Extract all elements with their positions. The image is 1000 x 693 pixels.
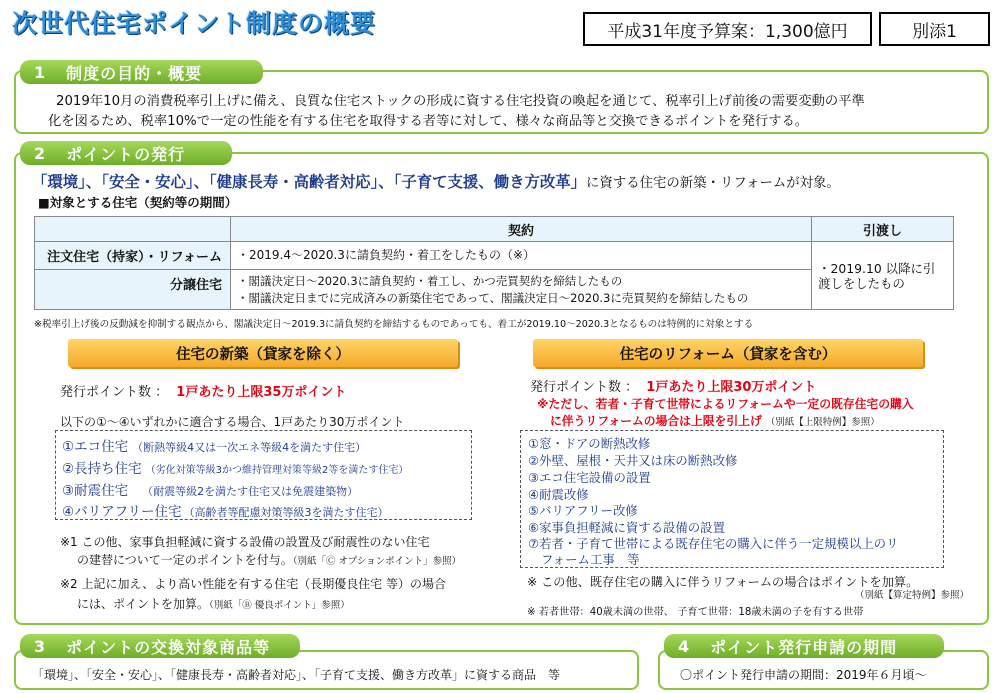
section-number: 2 — [34, 143, 47, 163]
table-corner — [35, 217, 231, 242]
section-application-header — [664, 634, 944, 658]
page-title: 次世代住宅ポイント制度の概要 — [12, 9, 377, 38]
table-header-contract: 契約 — [230, 217, 811, 242]
handover-cell — [812, 242, 954, 310]
criteria-desc: （高齢者等配慮対策等級3を満たす住宅） — [183, 506, 389, 519]
purpose-line-2: 化を図るため、税率10%で一定の性能を有する住宅を取得する者等に対して、様々な商品等と交換できるポイントを発行する。 — [48, 114, 809, 129]
contract-period-heading: ■対象とする住宅（契約等の期間） — [38, 195, 238, 210]
criteria-name: ②長持ち住宅 — [62, 461, 142, 477]
reform-item: フォーム工事 等 — [541, 552, 640, 567]
contract-table — [34, 216, 954, 310]
criteria-desc: （断熱等級4又は一次エネ等級4を満たす住宅） — [132, 441, 367, 454]
handover-line-1: ・2019.10 以降に引 — [818, 260, 936, 276]
purpose-text — [30, 92, 950, 132]
newbuild-note-1: ※1 この他、家事負担軽減に資する設備の設置及び耐震性のない住宅 — [60, 535, 430, 549]
section-title: ポイントの交換対象商品等 — [66, 637, 271, 657]
criteria-item — [62, 457, 408, 477]
purpose-line-1: 2019年10月の消費税率引上げに備え、良質な住宅ストックの形成に資する住宅投資の喚起を通じて、税率引上げ前後の需要変動の平準 — [56, 94, 865, 109]
section-purpose-header — [20, 60, 263, 84]
reform-note: ※ この他、既存住宅の購入に伴うリフォームの場合はポイントを加算。 — [527, 575, 919, 589]
criteria-desc: （耐震等級2を満たす住宅又は免震建築物） — [142, 485, 359, 498]
table-footnote: ※税率引上げ後の反動減を抑制する観点から、閣議決定日～2019.3に請負契約を締結するものであっても、着工が2019.10～2020.3となるものは特例的に対象とする — [34, 319, 754, 330]
reform-item: ⑦若者・子育て世帯による既存住宅の購入に伴う一定規模以上のリ — [528, 536, 899, 551]
newbuild-note-1-cont — [77, 551, 461, 568]
note-ref: （別紙「Ⓒ オプションポイント」参照） — [292, 556, 462, 567]
newbuild-points — [60, 381, 346, 400]
exchange-text: 「環境」、「安全・安心」、「健康長寿・高齢者対応」、「子育て支援、働き方改革」に資する商品 等 — [32, 668, 561, 682]
special-text: に伴うリフォームの場合は上限を引上げ — [550, 414, 762, 428]
section-number: 4 — [678, 636, 691, 656]
reform-item: ④耐震改修 — [528, 487, 589, 502]
newbuild-note-2-cont — [77, 595, 350, 612]
section-title: ポイントの発行 — [66, 144, 186, 164]
section-number: 1 — [34, 62, 47, 82]
points-lead — [32, 170, 840, 192]
note-ref: （別紙「Ⓑ 優良ポイント」参照） — [209, 600, 350, 611]
annex-label: 別添1 — [879, 12, 990, 46]
row-contract — [230, 270, 811, 310]
reform-note-ref: （別紙【算定特例】参照） — [855, 590, 970, 601]
points-value: 1戸あたり上限30万ポイント — [646, 380, 817, 395]
row-label: 分譲住宅 — [35, 270, 231, 310]
lead-highlight: 「環境」、「安全・安心」、「健康長寿・高齢者対応」、「子育て支援、働き方改革」 — [32, 173, 587, 191]
points-label: 発行ポイント数 ： — [60, 385, 169, 400]
criteria-name: ④バリアフリー住宅 — [62, 504, 182, 520]
newbuild-title: 住宅の新築（貸家を除く） — [68, 339, 458, 367]
handover-line-2: 渡しをしたもの — [818, 275, 905, 291]
reform-points — [530, 376, 816, 395]
contract-line: ・閣議決定日までに完成済みの新築住宅であって、閣議決定日～2020.3に売買契約を締結したもの — [236, 290, 749, 305]
criteria-item — [62, 435, 366, 455]
criteria-name: ①エコ住宅 — [62, 439, 129, 455]
section-exchange-header — [20, 634, 300, 658]
reform-special-1: ※ただし、若者・子育て世帯によるリフォームや一定の既存住宅の購入 — [537, 397, 914, 411]
section-title: 制度の目的・概要 — [66, 63, 203, 83]
row-label: 注文住宅（持家）・リフォーム — [35, 242, 231, 270]
criteria-item — [62, 500, 389, 520]
section-title: ポイント発行申請の期間 — [710, 637, 898, 657]
reform-title: 住宅のリフォーム（貸家を含む） — [533, 339, 923, 367]
newbuild-condition: 以下の①～④いずれかに適合する場合、1戸あたり30万ポイント — [60, 415, 405, 429]
criteria-name: ③耐震住宅 — [62, 483, 129, 499]
reform-item: ⑤バリアフリー改修 — [528, 503, 638, 518]
special-ref: （別紙【上限特例】参照） — [765, 417, 880, 428]
budget-box: 平成31年度予算案：1,300億円 — [583, 12, 872, 46]
criteria-item — [62, 479, 358, 499]
table-row — [35, 242, 954, 270]
reform-special-2 — [550, 412, 880, 429]
reform-item: ⑥家事負担軽減に資する設備の設置 — [528, 520, 725, 535]
lead-rest: に資する住宅の新築・リフォームが対象。 — [586, 176, 840, 191]
reform-item: ③エコ住宅設備の設置 — [528, 470, 651, 485]
contract-line: ・閣議決定日～2020.3に請負契約・着工し、かつ売買契約を締結したもの — [236, 273, 623, 288]
section-points-header — [20, 141, 232, 165]
section-number: 3 — [34, 636, 47, 656]
youth-note: ※ 若者世帯：40歳未満の世帯、 子育て世帯：18歳未満の子を有する世帯 — [527, 607, 864, 618]
points-value: 1戸あたり上限35万ポイント — [176, 385, 347, 400]
newbuild-note-2: ※2 上記に加え、より高い性能を有する住宅（長期優良住宅 等）の場合 — [60, 577, 447, 591]
row-contract: ・2019.4～2020.3に請負契約・着工をしたもの（※） — [230, 242, 811, 270]
points-label: 発行ポイント数 ： — [530, 380, 639, 395]
note-text: の建替について一定のポイントを付与。 — [77, 553, 293, 567]
note-text: には、ポイントを加算。 — [77, 597, 210, 611]
table-header-handover: 引渡し — [812, 217, 954, 242]
reform-item: ②外壁、屋根・天井又は床の断熱改修 — [528, 453, 738, 468]
criteria-desc: （劣化対策等級3かつ維持管理対策等級2等を満たす住宅） — [145, 465, 409, 476]
reform-item: ①窓・ドアの断熱改修 — [528, 436, 651, 451]
application-text: 〇ポイント発行申請の期間：2019年６月頃～ — [680, 668, 927, 682]
